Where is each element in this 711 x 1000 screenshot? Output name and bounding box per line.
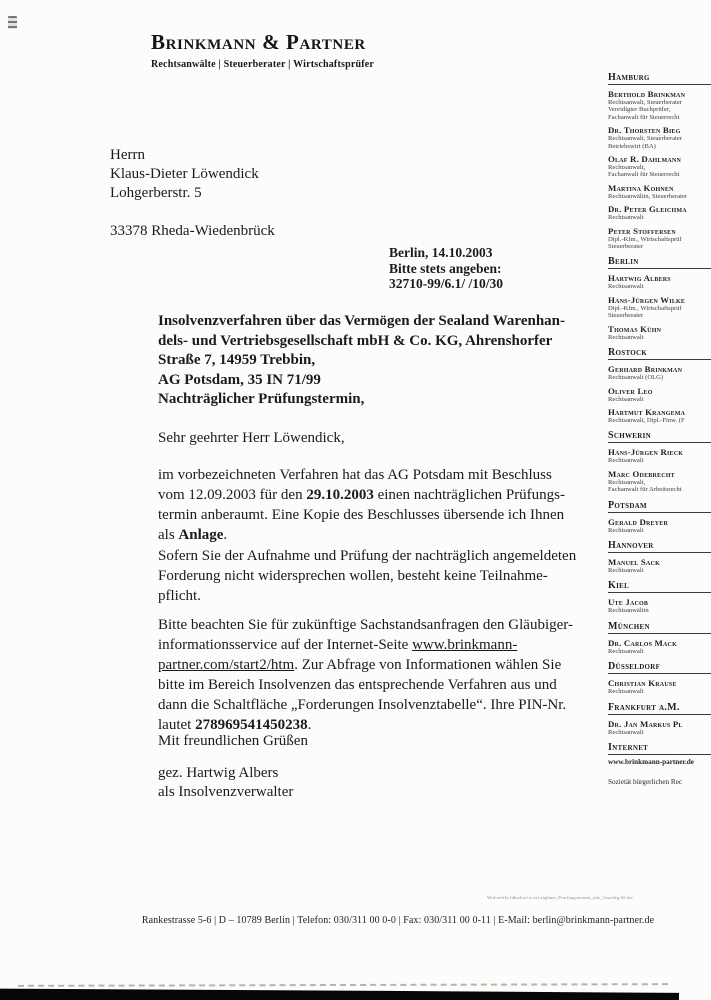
lawyer-role: Fachanwalt für Steuerrecht [608,171,680,179]
text-line: termin anberaumt. Eine Kopie des Beschlusses übersende ich Ihnen [158,507,565,523]
office-section [608,702,711,736]
lawyer-role: Fachanwalt für Arbeitsrecht [608,486,682,494]
text-line: bitte im Bereich Insolvenzen das entsprechende Verfahren aus und [158,677,557,693]
lawyer-role: Rechtsanwalt [608,647,644,655]
recipient-city: 33378 Rheda-Wiedenbrück [110,223,275,239]
paragraph-participation [158,546,608,606]
lawyer-role: Betriebswirt (BA) [608,142,656,150]
place-and-date: Berlin, 14.10.2003 [389,245,493,260]
office-city-heading: Hannover [608,540,711,553]
lawyer-name: Oliver Leo [608,385,653,396]
recipient-name: Klaus-Dieter Löwendick [110,166,259,182]
anlage-emphasis: Anlage [178,527,224,543]
hearing-type-line: Nachträglicher Prüfungstermin, [158,391,365,408]
lawyer-role: Rechtsanwalt [608,566,644,574]
office-city-heading: Düsseldorf [608,661,711,674]
lawyer-name: Christian Krause [608,678,677,689]
office-city-heading: Frankfurt a.M. [608,702,711,715]
closing-phrase: Mit freundlichen Grüßen [158,733,308,749]
recipient-street: Lohgerberstr. 5 [110,185,202,201]
text-segment: vom 12.09.2003 für den [158,487,307,503]
office-section [608,540,711,574]
lawyer-name: Ute Jacob [608,597,649,608]
reference-note: Bitte stets angeben: [389,260,502,276]
paragraph-hearing-notice [158,465,608,545]
signature-block [158,764,293,802]
lawyer-role: Rechtsanwalt [608,526,644,534]
office-section [608,347,711,424]
scan-dashed-line-artifact [18,983,668,987]
text-line: pflicht. [158,588,201,604]
lawyer-role: Rechtsanwalt [608,395,644,403]
office-section [608,430,711,493]
office-city-heading: Kiel [608,580,711,593]
office-city-heading: Schwerin [608,430,711,443]
lawyer-name: Dr. Thorsten Bieg [608,125,681,136]
lawyer-name: Dr. Jan Markus Pl [608,718,683,729]
lawyer-role: Rechtsanwalt (OLG) [608,374,664,382]
office-section [608,661,711,695]
lawyer-name: Berthold Brinkman [608,89,686,99]
lawyer-role: Rechtsanwältin [608,607,649,615]
internet-section [608,742,711,786]
lawyer-name: Gerhard Brinkman [608,364,683,375]
lawyer-role: Rechtsanwalt, Dipl.-Finw. (F [608,416,685,424]
firm-name: Brinkmann & Partner [151,30,366,54]
hearing-date: 29.10.2003 [306,487,374,503]
lawyer-role: Rechtsanwalt [608,457,644,465]
website-url-part1: www.brinkmann- [412,637,518,653]
text-line: dann die Schaltfläche „Forderungen Insolvenztabelle“. Ihre PIN-Nr. [158,697,567,713]
lawyer-role: Rechtsanwalt, [608,164,646,172]
text-line [158,485,608,505]
lawyer-role: Rechtsanwalt [608,333,644,341]
office-city-heading: Berlin [608,256,711,269]
lawyer-name: Dr. Carlos Mack [608,637,677,648]
recipient-salutation: Herrn [110,147,145,163]
text-segment: . Zur Abfrage von Informationen wählen Sie [294,657,562,673]
office-section [608,580,711,614]
pin-number: 278969541450238 [195,717,308,733]
lawyer-role: Fachanwalt für Steuerrecht [608,113,680,121]
text-segment: lautet [158,717,196,733]
text-line [158,525,608,545]
lawyer-role: Vereidigter Buchprüfer, [608,106,671,114]
signer-name: gez. Hartwig Albers [158,765,279,781]
lawyer-role: Dipl.-Kfm., Wirtschaftsprüf [608,304,682,312]
lawyer-name: Hartmut Krangema [608,406,686,417]
text-line: Sofern Sie der Aufnahme und Prüfung der nachträglich angemeldeten [158,548,577,564]
text-line [158,715,608,735]
micro-file-annotation: Wrd-aefrln.ldbadrwf.a-ruf.aughme_Prurfungstermin_nds_Geachfg-f0.doc [487,895,634,900]
lawyer-role: Rechtsanwalt, [608,478,646,486]
office-city-heading: München [608,621,711,634]
internet-heading: Internet [608,742,711,755]
lawyer-name: Hans-Jürgen Wilke [608,294,686,305]
text-line [158,655,608,675]
lawyer-name: Peter Stoffersen [608,225,676,236]
lawyer-role: Dipl.-Kfm., Wirtschaftsprüf [608,235,682,243]
office-section [608,621,711,655]
lawyer-name: Gerald Dreyer [608,516,669,527]
office-city-heading: Rostock [608,347,711,360]
paragraph-online-service [158,615,608,735]
office-city-heading: Hamburg [608,72,711,85]
lawyer-role: Steuerberater [608,243,644,251]
text-line: Bitte beachten Sie für zukünftige Sachstandsanfragen den Gläubiger- [158,617,573,633]
letter-salutation: Sehr geehrter Herr Löwendick, [158,430,345,446]
text-line: Straße 7, 14959 Trebbin, [158,352,316,369]
text-segment: als [158,527,179,543]
website-url-part2: partner.com/start2/htm [158,657,295,673]
office-section [608,500,711,534]
subject-block [158,312,603,410]
lawyer-name: Dr. Peter Gleichma [608,204,687,215]
lawyer-name: Hans-Jürgen Rieck [608,447,684,458]
lawyer-role: Rechtsanwalt, Steuerberater [608,99,682,106]
text-segment: . [307,717,312,733]
lawyer-role: Rechtsanwältin, Steuerberater [608,192,688,200]
text-segment: informationsservice auf der Internet-Seite [158,637,413,653]
text-line: im vorbezeichneten Verfahren hat das AG Potsdam mit Beschluss [158,467,552,483]
scan-black-bar-artifact [0,987,700,1000]
signer-role: als Insolvenzverwalter [158,784,294,800]
file-number: 32710-99/6.1/ /10/30 [389,276,503,291]
lawyer-role: Rechtsanwalt [608,214,644,222]
lawyer-role: Rechtsanwalt [608,283,644,291]
office-city-heading: Potsdam [608,500,711,513]
lawyer-role: Rechtsanwalt, Steuerberater [608,135,682,143]
lawyer-name: Marc Odebrecht [608,468,675,479]
office-section [608,72,711,250]
scan-smudge-artifact [8,16,17,29]
reference-block [389,245,503,292]
lawyer-name: Hartwig Albers [608,273,671,284]
text-segment: einen nachträglichen Prüfungs- [373,487,566,503]
firm-website-url: www.brinkmann-partner.de [608,757,694,766]
lawyer-name: Thomas Kühn [608,323,662,334]
text-segment: . [223,527,228,543]
lawyer-role: Steuerberater [608,312,644,320]
letterhead [151,30,374,70]
lawyer-name: Martina Kohnen [608,182,674,193]
text-line: Forderung nicht widersprechen wollen, besteht keine Teilnahme- [158,568,548,584]
text-line: Insolvenzverfahren über das Vermögen der Sealand Warenhan- [158,313,565,329]
text-line: dels- und Vertriebsgesellschaft mbH & Co. KG, Ahrenshorfer [158,332,553,349]
recipient-address-block [110,146,275,241]
text-line [158,635,608,655]
office-section [608,256,711,341]
lawyer-role: Rechtsanwalt [608,728,644,736]
footer-contact-line: Rankestrasse 5-6 | D – 10789 Berlin | Telefon: 030/311 00 0-0 | Fax: 030/311 00 0-11 | E-Mail: berlin@brinkmann-partner.de [141,915,655,926]
lawyer-name: Olaf R. Dahlmann [608,154,682,165]
partnership-note: Sozietät bürgerlichen Rec [608,777,683,786]
lawyer-role: Rechtsanwalt [608,688,644,696]
lawyer-name: Manuel Sack [608,556,660,567]
court-reference-line: AG Potsdam, 35 IN 71/99 [158,371,321,388]
sidebar-offices [608,66,711,811]
firm-tagline: Rechtsanwälte | Steuerberater | Wirtschaftsprüfer [151,59,375,70]
